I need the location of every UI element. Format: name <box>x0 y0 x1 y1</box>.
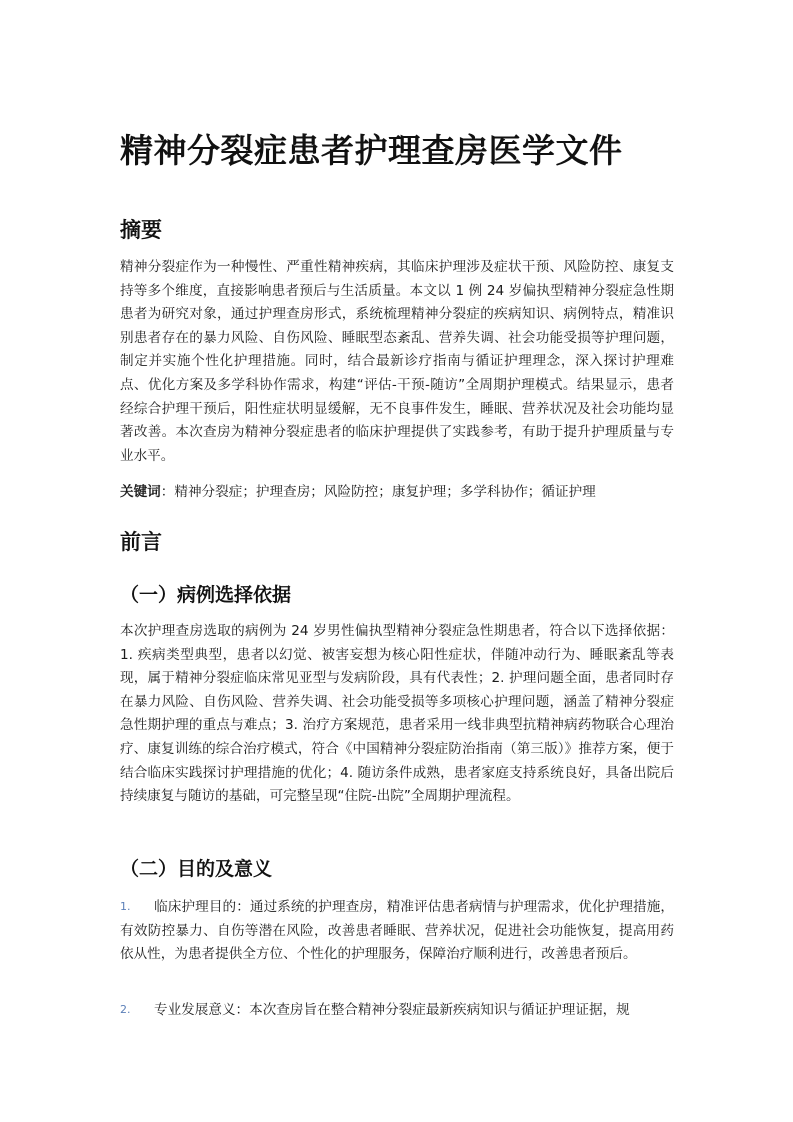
section-heading-purpose: （二）目的及意义 <box>120 858 273 880</box>
keywords-text: 精神分裂症；护理查房；风险防控；康复护理；多学科协作；循证护理 <box>174 484 596 500</box>
keywords-separator: ： <box>160 484 175 500</box>
list-item <box>120 895 674 967</box>
list-item-number: 2. <box>120 1003 131 1016</box>
preface-heading: 前言 <box>120 530 162 554</box>
document-title: 精神分裂症患者护理查房医学文件 <box>120 131 623 170</box>
section-heading-case-selection: （一）病例选择依据 <box>120 584 292 606</box>
abstract-body: 精神分裂症作为一种慢性、严重性精神疾病，其临床护理涉及症状干预、风险防控、康复支持等多个维度，直接影响患者预后与生活质量。本文以 1 例 24 岁偏执型精神分裂症急性期患者为研究对象，通过护理查房形式，系统梳理精神分裂症的疾病知识、病例特点，精准识别患者存在的暴力风险、自伤风险、睡眠型态紊乱、营养失调、社会功能受损等护理问题，制定并实施个性化护理措施。同时，结合最新诊疗指南与循证护理理念，深入探讨护理难点、优化方案及多学科协作需求，构建“评估-干预-随访”全周期护理模式。结果显示，患者经综合护理干预后，阳性症状明显缓解，无不良事件发生，睡眠、营养状况及社会功能均显著改善。本次查房为精神分裂症患者的临床护理提供了实践参考，有助于提升护理质量与专业水平。 <box>120 259 674 464</box>
list-item-text: 专业发展意义：本次查房旨在整合精神分裂症最新疾病知识与循证护理证据，规 <box>154 1002 630 1018</box>
list-item-text: 临床护理目的：通过系统的护理查房，精准评估患者病情与护理需求，优化护理措施，有效防控暴力、自伤等潜在风险，改善患者睡眠、营养状况，促进社会功能恢复，提高用药依从性，为患者提供全方位、个性化的护理服务，保障治疗顺利进行，改善患者预后。 <box>120 899 674 963</box>
list-item-number: 1. <box>120 900 131 913</box>
abstract-heading: 摘要 <box>120 218 162 242</box>
list-item <box>120 998 674 1023</box>
case-selection-body: 本次护理查房选取的病例为 24 岁男性偏执型精神分裂症急性期患者，符合以下选择依据：1. 疾病类型典型，患者以幻觉、被害妄想为核心阳性症状，伴随冲动行为、睡眠紊乱等表现，属于精神分裂症临床常见亚型与发病阶段，具有代表性；2. 护理问题全面，患者同时存在暴力风险、自伤风险、营养失调、社会功能受损等多项核心护理问题，涵盖了精神分裂症急性期护理的重点与难点；3. 治疗方案规范，患者采用一线非典型抗精神病药物联合心理治疗、康复训练的综合治疗模式，符合《中国精神分裂症防治指南（第三版）》推荐方案，便于结合临床实践探讨护理措施的优化；4. 随访条件成熟，患者家庭支持系统良好，具备出院后持续康复与随访的基础，可完整呈现“住院-出院”全周期护理流程。 <box>120 623 674 805</box>
keywords-line <box>120 481 680 503</box>
keywords-label: 关键词 <box>120 484 161 500</box>
